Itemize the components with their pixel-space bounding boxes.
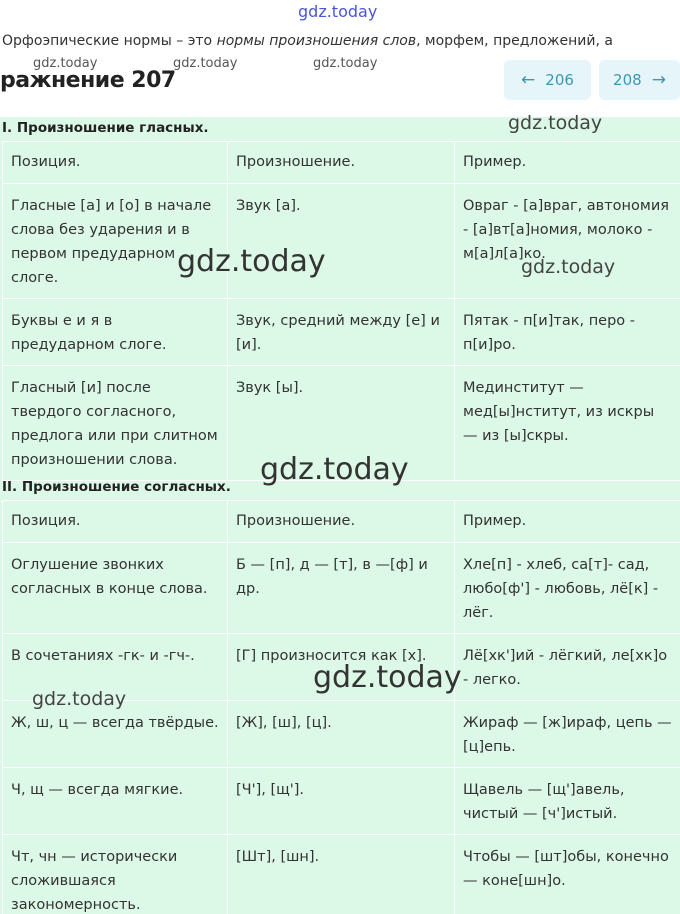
table-cell: [Ж], [ш], [ц].	[228, 701, 455, 768]
header-cell: Пример.	[455, 501, 680, 543]
table-cell: Мединститут — мед[ы]нститут, из искры — из [ы]скры.	[455, 366, 680, 481]
next-exercise-button[interactable]	[599, 60, 680, 100]
watermark: gdz.today	[177, 244, 326, 279]
exercise-title: ражнение 207	[0, 68, 176, 93]
watermark: gdz.today	[521, 256, 616, 278]
intro-part1: Орфоэпические нормы – это	[2, 33, 217, 49]
table-cell: Буквы е и я в предударном слоге.	[3, 299, 228, 366]
arrow-left-icon: ←	[521, 70, 536, 90]
table-cell: Б — [п], д — [т], в —[ф] и др.	[228, 543, 455, 634]
table-row	[3, 543, 680, 634]
table-row	[3, 634, 680, 701]
arrow-right-icon: →	[651, 70, 666, 90]
header-cell: Произношение.	[228, 501, 455, 543]
table-cell: Гласный [и] после твердого согласного, предлога или при слитном произношении слова.	[3, 366, 228, 481]
watermark: gdz.today	[313, 56, 378, 71]
watermark: gdz.today	[33, 56, 98, 71]
table-cell: Оглушение звонких согласных в конце слова.	[3, 543, 228, 634]
table-cell: Чтобы — [шт]обы, конечно — коне[шн]о.	[455, 835, 680, 914]
table-header-row	[3, 501, 680, 543]
prev-exercise-button[interactable]	[504, 60, 591, 100]
table-cell: Звук [а].	[228, 184, 455, 299]
table-cell: Ж, ш, ц — всегда твёрдые.	[3, 701, 228, 768]
consonants-table	[2, 500, 680, 914]
table-cell: [Г] произносится как [х].	[228, 634, 455, 701]
table-row	[3, 366, 680, 481]
table-row	[3, 184, 680, 299]
intro-part2: , морфем, предложений, а	[416, 33, 613, 49]
intro-italic: нормы произношения слов	[216, 33, 417, 49]
header-cell: Пример.	[455, 142, 680, 184]
table-row	[3, 701, 680, 768]
watermark: gdz.today	[32, 688, 127, 710]
table-cell: Жираф — [ж]ираф, цепь — [ц]епь.	[455, 701, 680, 768]
table-cell: Пятак - п[и]так, перо - п[и]ро.	[455, 299, 680, 366]
table-cell: [Ч'], [щ'].	[228, 768, 455, 835]
section-title-consonants: II. Произношение согласных.	[2, 479, 231, 495]
vowels-table	[2, 141, 680, 481]
watermark: gdz.today	[173, 56, 238, 71]
header-cell: Позиция.	[3, 142, 228, 184]
header-cell: Произношение.	[228, 142, 455, 184]
table-cell: Звук, средний между [е] и [и].	[228, 299, 455, 366]
next-exercise-label: 208	[613, 71, 642, 89]
table-cell: Гласные [а] и [о] в начале слова без ударения и в первом предударном слоге.	[3, 184, 228, 299]
prev-exercise-label: 206	[545, 71, 574, 89]
table-row	[3, 299, 680, 366]
table-row	[3, 835, 680, 914]
watermark: gdz.today	[508, 112, 603, 134]
header-cell: Позиция.	[3, 501, 228, 543]
table-cell: Щавель — [щ']авель, чистый — [ч']истый.	[455, 768, 680, 835]
table-cell: Чт, чн — исторически сложившаяся закономерность.	[3, 835, 228, 914]
table-header-row	[3, 142, 680, 184]
table-cell: Звук [ы].	[228, 366, 455, 481]
table-cell: Овраг - [а]враг, автономия - [а]вт[а]номия, молоко - м[а]л[а]ко.	[455, 184, 680, 299]
table-row	[3, 768, 680, 835]
section-title-vowels: I. Произношение гласных.	[2, 120, 209, 136]
table-cell: Хле[п] - хлеб, са[т]- сад, любо[ф'] - любовь, лё[к] - лёг.	[455, 543, 680, 634]
watermark: gdz.today	[260, 452, 409, 487]
table-cell: В сочетаниях -гк- и -гч-.	[3, 634, 228, 701]
intro-text	[2, 31, 678, 51]
watermark: gdz.today	[298, 2, 378, 21]
table-cell: Лё[хк']ий - лёгкий, ле[хк]о - легко.	[455, 634, 680, 701]
table-cell: Ч, щ — всегда мягкие.	[3, 768, 228, 835]
watermark: gdz.today	[313, 660, 462, 695]
table-cell: [Шт], [шн].	[228, 835, 455, 914]
